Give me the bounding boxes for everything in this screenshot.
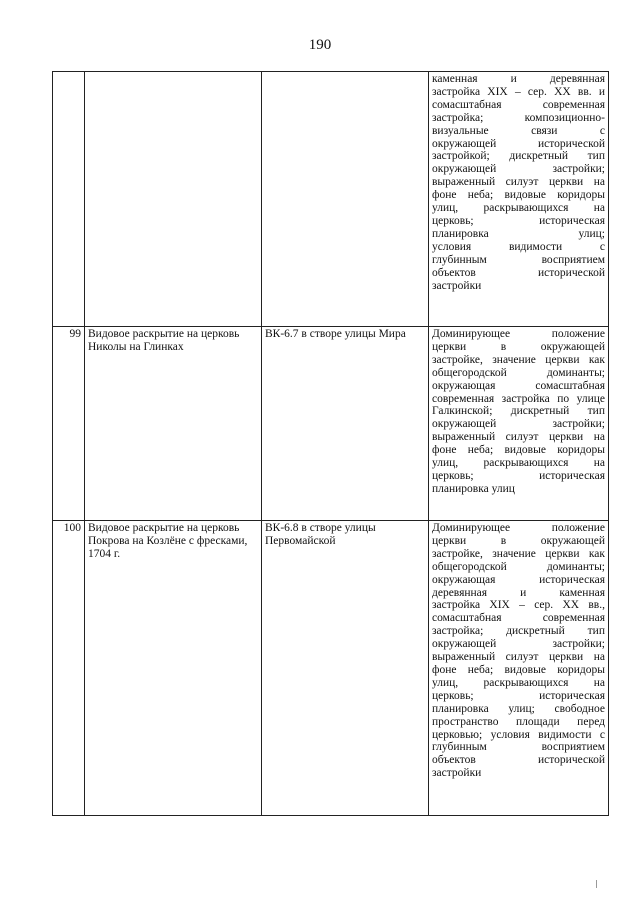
view-name-cell xyxy=(85,72,262,327)
view-name-cell: Видовое раскрытие на церковь Николы на Глинках xyxy=(85,327,262,521)
description-line: застройка XIX – сер. XX вв. и xyxy=(432,85,605,98)
description-line: церковь; историческая xyxy=(432,214,605,227)
description-line: застройка XIX – сер. XX вв., xyxy=(432,599,605,612)
description-line: застройке, значение церкви как xyxy=(432,353,605,366)
description-line: улиц, раскрывающихся на xyxy=(432,202,605,215)
description-line: планировка улиц; xyxy=(432,227,605,240)
description-line: выраженный силуэт церкви на xyxy=(432,176,605,189)
row-number-cell xyxy=(53,72,85,327)
description-line: сомасштабная современная xyxy=(432,98,605,111)
description-line: визуальные связи с xyxy=(432,124,605,137)
description-line: застройки xyxy=(432,767,482,780)
row-number-cell: 99 xyxy=(53,327,85,521)
view-name-cell: Видовое раскрытие на церковь Покрова на Козлёне с фресками, 1704 г. xyxy=(85,521,262,816)
description-line: церковь; историческая xyxy=(432,469,605,482)
description-line: церковью; условия видимости с xyxy=(432,728,605,741)
description-line: Доминирующее положение xyxy=(432,328,605,340)
view-point-cell xyxy=(262,72,429,327)
description-line: выраженный силуэт церкви на xyxy=(432,651,605,664)
description-line: церкви в окружающей xyxy=(432,534,605,547)
view-description-cell xyxy=(429,521,609,816)
page-number: 190 xyxy=(308,37,332,53)
description-line: условия видимости с xyxy=(432,240,605,253)
description-line: церковь; историческая xyxy=(432,689,605,702)
description-line: фоне неба; видовые коридоры xyxy=(432,444,605,457)
description-line: фоне неба; видовые коридоры xyxy=(432,189,605,202)
description-line: общегородской доминанты; xyxy=(432,560,605,573)
description-line: застройка; композиционно- xyxy=(432,111,605,124)
description-line: окружающей застройки; xyxy=(432,418,605,431)
description-line: застройки xyxy=(432,279,482,292)
description-line: окружающей застройки; xyxy=(432,163,605,176)
description-line: планировка улиц xyxy=(432,482,515,495)
description-line: окружающей застройки; xyxy=(432,638,605,651)
description-line: Галкинской; дискретный тип xyxy=(432,405,605,418)
view-point-cell: ВК-6.7 в створе улицы Мира xyxy=(262,327,429,521)
description-line: деревянная и каменная xyxy=(432,586,605,599)
description-line: объектов исторической xyxy=(432,266,605,279)
table-row xyxy=(53,72,609,327)
row-number-cell: 100 xyxy=(53,521,85,816)
description-line: планировка улиц; свободное xyxy=(432,702,605,715)
description-line: общегородской доминанты; xyxy=(432,366,605,379)
view-points-table xyxy=(52,71,609,816)
description-line: выраженный силуэт церкви на xyxy=(432,431,605,444)
description-line: окружающая сомасштабная xyxy=(432,379,605,392)
description-line: церкви в окружающей xyxy=(432,340,605,353)
view-point-cell: ВК-6.8 в створе улицы Первомайской xyxy=(262,521,429,816)
scan-mark xyxy=(596,880,597,888)
description-line: сомасштабная современная xyxy=(432,612,605,625)
view-description-cell xyxy=(429,327,609,521)
description-line: каменная и деревянная xyxy=(432,73,605,85)
description-line: окружающей исторической xyxy=(432,137,605,150)
description-line: окружающая историческая xyxy=(432,573,605,586)
view-description-cell xyxy=(429,72,609,327)
description-line: улиц, раскрывающихся на xyxy=(432,457,605,470)
description-line: пространство площади перед xyxy=(432,715,605,728)
table-row xyxy=(53,521,609,816)
description-line: улиц, раскрывающихся на xyxy=(432,676,605,689)
description-line: глубинным восприятием xyxy=(432,253,605,266)
description-line: застройке, значение церкви как xyxy=(432,547,605,560)
description-line: глубинным восприятием xyxy=(432,741,605,754)
table-row xyxy=(53,327,609,521)
description-line: фоне неба; видовые коридоры xyxy=(432,663,605,676)
description-line: застройка; дискретный тип xyxy=(432,625,605,638)
description-line: застройкой; дискретный тип xyxy=(432,150,605,163)
description-line: современная застройка по улице xyxy=(432,392,605,405)
description-line: объектов исторической xyxy=(432,754,605,767)
description-line: Доминирующее положение xyxy=(432,522,605,534)
